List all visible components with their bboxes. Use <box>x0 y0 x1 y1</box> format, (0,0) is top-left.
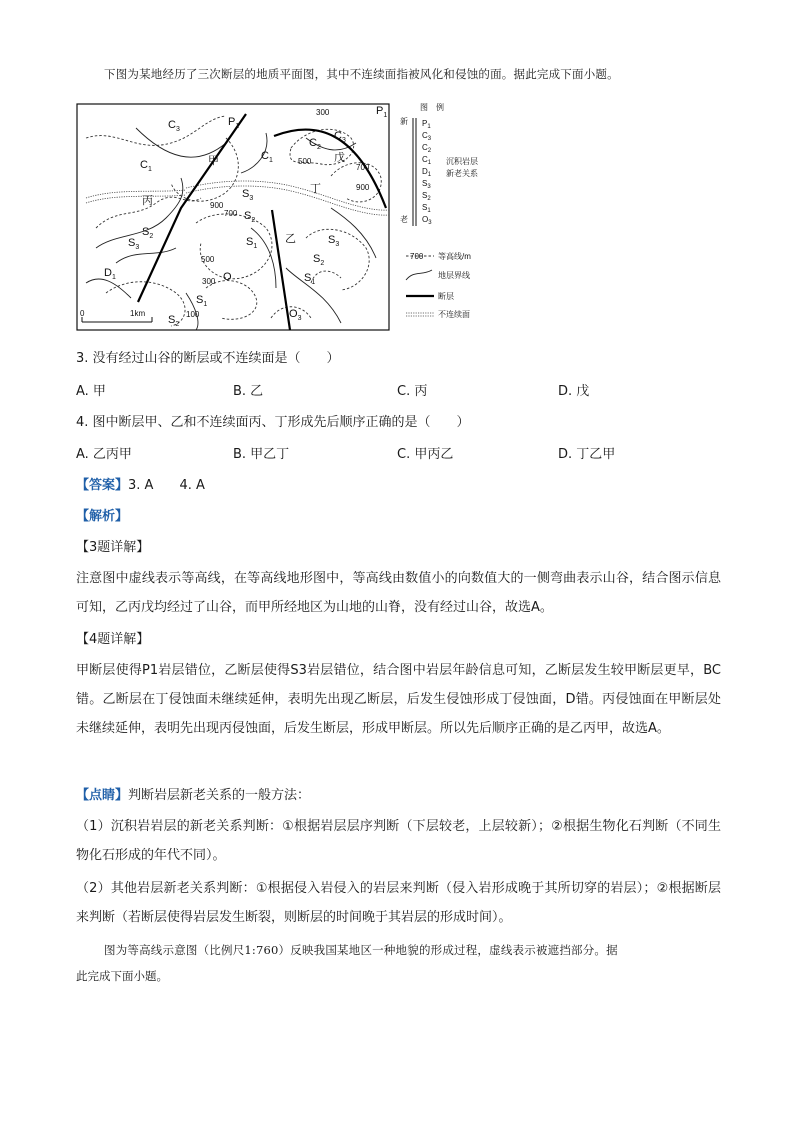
svg-text:不连续面: 不连续面 <box>438 310 470 319</box>
svg-text:C2: $C_2$ <box>309 137 321 151</box>
scale-zero: 0 <box>80 309 85 318</box>
detail3-text: 注意图中虚线表示等高线，在等高线地形图中，等高线由数值小的向数值大的一侧弯曲表示山谷，结合图示信息可知，乙丙戊均经过了山谷，而甲所经地区为山地的山脊，没有经过山谷，故选A。 <box>76 571 721 615</box>
svg-text:C3: $C_3$ <box>422 131 432 142</box>
svg-text:S2: $S_2$ <box>313 253 325 267</box>
legend <box>400 102 478 319</box>
answer-text: 3. A 4. A <box>128 478 205 493</box>
svg-text:S2: $S_2$ <box>142 226 154 240</box>
svg-text:700: 700 <box>356 163 370 172</box>
q3-option-b[interactable]: B. 乙 <box>233 384 264 399</box>
svg-text:图 例: 图 例 <box>420 103 444 112</box>
svg-text:C1: $C_1$ <box>422 155 432 166</box>
svg-text:900: 900 <box>210 201 224 210</box>
svg-text:沉积岩层: 沉积岩层 <box>446 157 478 166</box>
tip-paragraph-1: （1）沉积岩岩层的新老关系判断：①根据岩层层序判断（下层较老，上层较新）；②根据生物化石判断（不同生物化石形成的年代不同）。 <box>76 819 721 863</box>
svg-text:老: 老 <box>400 215 408 224</box>
svg-text:戊: 戊 <box>334 152 345 164</box>
detail3-heading: 【3题详解】 <box>76 540 150 555</box>
answer-line <box>76 474 205 493</box>
next-intro-line-2: 此完成下面小题。 <box>76 969 168 983</box>
svg-text:500: 500 <box>298 157 312 166</box>
svg-text:700: 700 <box>224 209 238 218</box>
svg-text:S3: $S_3$ <box>422 179 431 190</box>
svg-text:P1: $P_1$ <box>376 105 388 119</box>
svg-text:O3: $O_3$ <box>422 215 432 226</box>
svg-text:O: O <box>223 271 232 283</box>
svg-text:900: 900 <box>356 183 370 192</box>
svg-text:P1: $P_1$ <box>422 119 431 130</box>
tip-paragraph-2: （2）其他岩层新老关系判断：①根据侵入岩侵入的岩层来判断（侵入岩形成晚于其所切穿的岩层）；②根据断层来判断（若断层使得岩层发生断裂，则断层的时间晚于其岩层的形成时间）。 <box>76 881 721 925</box>
svg-text:S1: $S_1$ <box>196 294 208 308</box>
svg-text:D1: $D_1$ <box>422 167 432 178</box>
svg-text:地层界线: 地层界线 <box>438 271 470 280</box>
svg-text:S1: $S_1$ <box>304 272 316 286</box>
svg-text:D1: $D_1$ <box>104 267 116 281</box>
svg-text:丙: 丙 <box>142 195 153 207</box>
svg-text:C3: $C_3$ <box>168 119 180 133</box>
tip-label: 【点睛】 <box>76 788 129 803</box>
svg-text:C3: $C_3$ <box>334 130 346 144</box>
svg-text:100: 100 <box>186 310 200 319</box>
svg-text:丁: 丁 <box>310 183 321 195</box>
next-intro-line-1: 图为等高线示意图（比例尺1:760）反映我国某地区一种地貌的形成过程，虚线表示被遮挡部分。据 <box>104 943 618 957</box>
svg-text:C2: $C_2$ <box>422 143 432 154</box>
geologic-map <box>76 98 506 334</box>
svg-text:S3: $S_3$ <box>128 237 140 251</box>
svg-text:S3: $S_3$ <box>242 188 254 202</box>
scale-km: 1km <box>130 309 146 318</box>
svg-text:S2: $S_2$ <box>168 314 180 328</box>
svg-text:等高线/m: 等高线/m <box>438 252 471 261</box>
svg-text:P1: $P_1$ <box>228 116 240 130</box>
svg-text:S2: $S_2$ <box>244 210 256 224</box>
analysis-heading: 【解析】 <box>76 509 129 524</box>
svg-text:300: 300 <box>202 277 216 286</box>
detail4-heading: 【4题详解】 <box>76 632 150 647</box>
intro-text: 下图为某地经历了三次断层的地质平面图，其中不连续面指被风化和侵蚀的面。据此完成下面小题。 <box>104 67 619 81</box>
tip-line <box>76 784 310 803</box>
svg-text:S1: $S_1$ <box>246 236 258 250</box>
q4-option-b[interactable]: B. 甲乙丁 <box>233 447 290 462</box>
q4-option-a[interactable]: A. 乙丙甲 <box>76 447 132 462</box>
q3-option-a[interactable]: A. 甲 <box>76 384 106 399</box>
svg-text:乙: 乙 <box>285 233 296 245</box>
svg-text:S3: $S_3$ <box>328 234 340 248</box>
svg-text:500: 500 <box>201 255 215 264</box>
q3-option-c[interactable]: C. 丙 <box>397 384 428 399</box>
q4-stem: 4. 图中断层甲、乙和不连续面丙、丁形成先后顺序正确的是（ ） <box>76 415 470 430</box>
svg-text:O3: $O_3$ <box>289 308 302 322</box>
answer-label: 【答案】 <box>76 478 129 493</box>
svg-text:C1: $C_1$ <box>140 159 152 173</box>
q4-option-d[interactable]: D. 丁乙甲 <box>558 447 616 462</box>
svg-text:新: 新 <box>400 117 408 126</box>
q3-stem: 3. 没有经过山谷的断层或不连续面是（ ） <box>76 351 340 366</box>
q4-option-c[interactable]: C. 甲丙乙 <box>397 447 454 462</box>
q3-option-d[interactable]: D. 戊 <box>558 384 590 399</box>
detail4-text: 甲断层使得P1岩层错位，乙断层使得S3岩层错位，结合图中岩层年龄信息可知，乙断层发生较甲断层更早，BC错。乙断层在丁侵蚀面未继续延伸，表明先出现乙断层，后发生侵蚀形成丁侵蚀面，D错。丙侵蚀面在甲断层处未继续延伸，表明先出现丙侵蚀面，后发生断层，形成甲断层。所以先后顺序正确的是乙丙甲，故选A。 <box>76 663 721 736</box>
svg-text:S1: $S_1$ <box>422 203 431 214</box>
svg-text:C1: $C_1$ <box>261 150 273 164</box>
svg-text:甲: 甲 <box>208 155 219 167</box>
svg-text:300: 300 <box>316 108 330 117</box>
svg-text:断层: 断层 <box>438 292 454 301</box>
svg-text:S2: $S_2$ <box>422 191 431 202</box>
tip-title: 判断岩层新老关系的一般方法： <box>128 788 311 803</box>
svg-text:新老关系: 新老关系 <box>446 169 478 178</box>
svg-text:700: 700 <box>410 252 424 261</box>
